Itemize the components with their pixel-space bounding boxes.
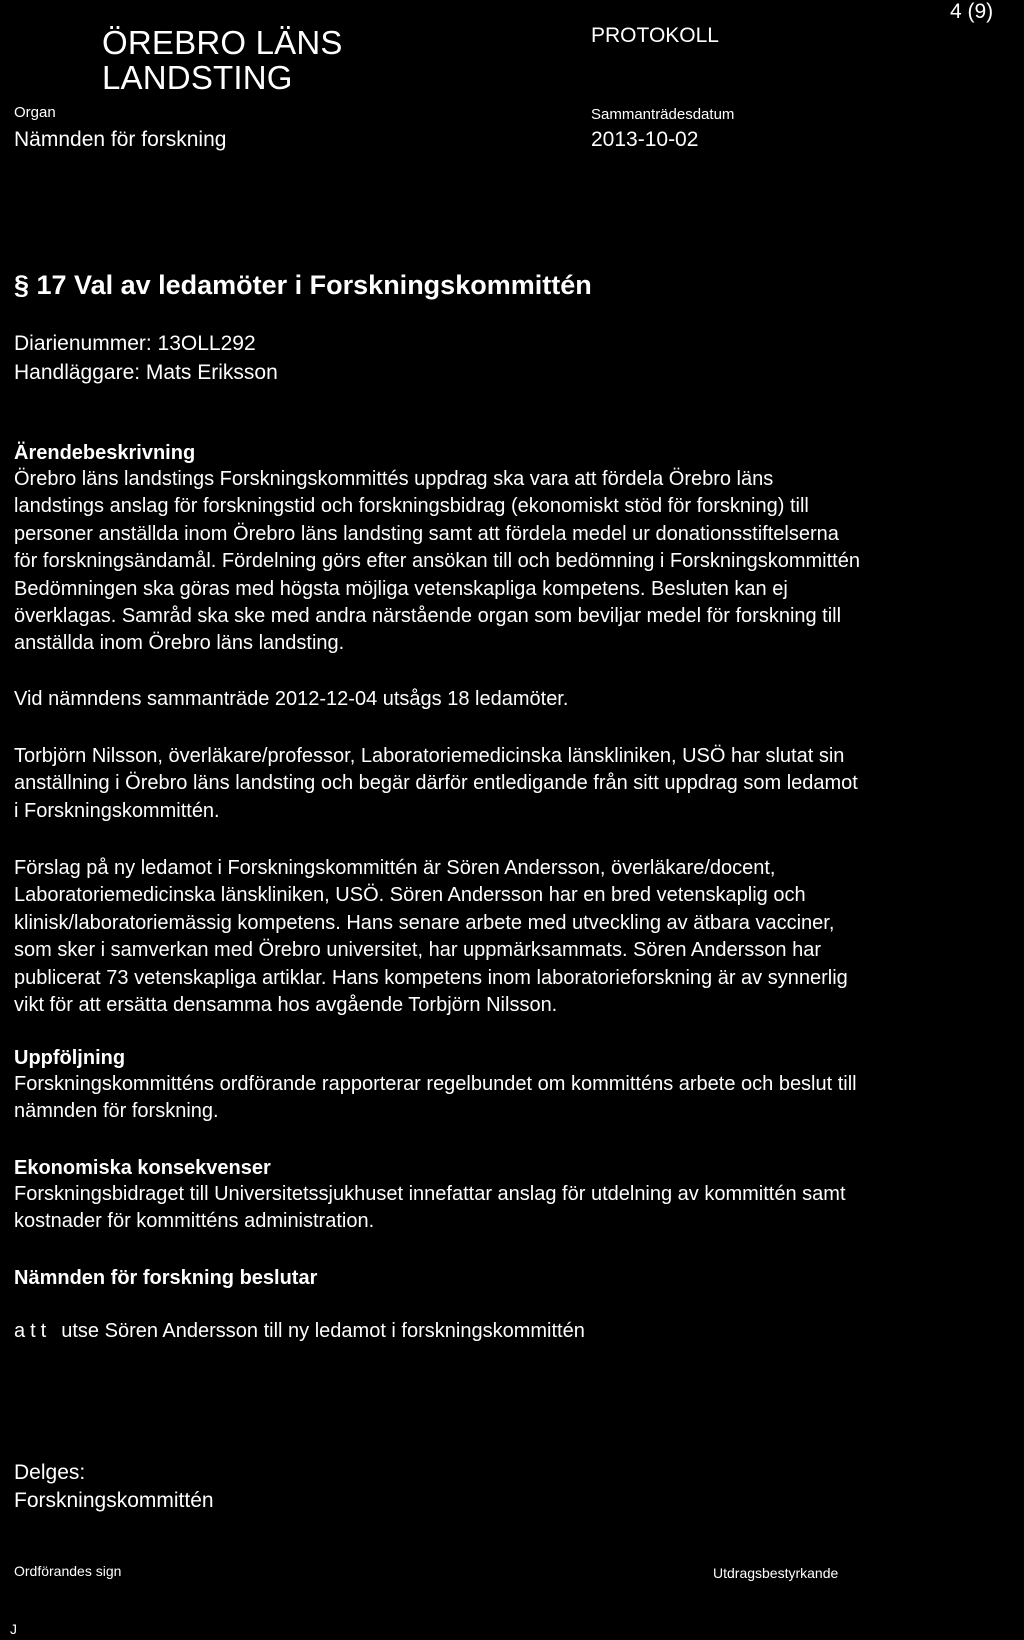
body-line: Forskningskommitténs ordförande rapporterar regelbundet om kommitténs arbete och beslut till [14, 1073, 857, 1095]
paragraph-vid: Vid nämndens sammanträde 2012-12-04 utsågs 18 ledamöter. [14, 688, 569, 710]
body-line: kostnader för kommitténs administration. [14, 1210, 375, 1233]
delges-recipient: Forskningskommittén [14, 1489, 214, 1512]
uppfoljning-section [14, 1045, 1014, 1126]
handlaggare: Handläggare: Mats Eriksson [14, 361, 278, 384]
document-type: PROTOKOLL [591, 24, 719, 47]
meeting-date-label: Sammanträdesdatum [591, 106, 735, 123]
body-line: för forskningsändamål. Fördelning görs efter ansökan till och bedömning i Forskningskommittén [14, 550, 860, 573]
body-line: nämnden för forskning. [14, 1100, 219, 1123]
body-line: överklagas. Samråd ska ske med andra närstående organ som beviljar medel för forskning till [14, 605, 842, 628]
uppfoljning-heading: Uppföljning [14, 1047, 126, 1069]
body-line: Örebro läns landstings Forskningskommittés uppdrag ska vara att fördela Örebro läns [14, 468, 774, 490]
body-line: Torbjörn Nilsson, överläkare/professor, Laboratoriemedicinska länskliniken, USÖ har slutat sin [14, 745, 845, 767]
org-name-line2: LANDSTING [102, 59, 293, 96]
att-label: att [14, 1320, 52, 1342]
body-line: anställda inom Örebro läns landsting. [14, 632, 345, 655]
beslut-heading: Nämnden för forskning beslutar [14, 1267, 318, 1289]
org-name-line1: ÖREBRO LÄNS [102, 24, 343, 61]
uppfoljning-body [14, 1071, 1014, 1126]
arendebeskrivning-body [14, 466, 1014, 658]
body-line: Bedömningen ska göras med högsta möjliga vetenskapliga kompetens. Besluten kan ej [14, 577, 788, 600]
diarienummer: Diarienummer: 13OLL292 [14, 332, 256, 355]
paragraph-forslag [14, 855, 1014, 1019]
body-line: klinisk/laboratoriemässig kompetens. Hans senare arbete med utveckling av ätbara vacciner, [14, 911, 835, 934]
extract-certification-label: Utdragsbestyrkande [713, 1565, 839, 1581]
section-title: § 17 Val av ledamöter i Forskningskommittén [14, 270, 592, 300]
body-line: Forskningsbidraget till Universitetssjukhuset innefattar anslag för utdelning av kommittén samt [14, 1183, 846, 1205]
ekonomiska-heading: Ekonomiska konsekvenser [14, 1157, 271, 1179]
beslut-decision [14, 1318, 1014, 1344]
decision-text: utse Sören Andersson till ny ledamot i forskningskommittén [61, 1320, 585, 1342]
handwritten-mark: J [10, 1621, 17, 1637]
body-line: Laboratoriemedicinska länskliniken, USÖ. Sören Andersson har en bred vetenskaplig och [14, 884, 806, 907]
organ-label: Organ [14, 104, 56, 121]
body-line: anställning i Örebro läns landsting och begär därför entledigande från sitt uppdrag som ledamot [14, 772, 858, 795]
arendebeskrivning-section [14, 440, 1014, 658]
ekonomiska-body [14, 1181, 1014, 1236]
delges-label: Delges: [14, 1461, 86, 1484]
body-line: personer anställda inom Örebro läns landsting samt att fördela medel ur donationsstiftelserna [14, 522, 839, 545]
body-line: vikt för att ersätta densamma hos avgående Torbjörn Nilsson. [14, 994, 558, 1017]
paragraph-torbjorn [14, 743, 1014, 825]
meeting-date-value: 2013-10-02 [591, 128, 699, 151]
chair-signature-label: Ordförandes sign [14, 1563, 122, 1579]
body-line: publicerat 73 vetenskapliga artiklar. Hans kompetens inom laboratorieforskning är av synnerlig [14, 966, 848, 989]
page-number: 4 (9) [950, 0, 994, 23]
ekonomiska-section [14, 1155, 1014, 1236]
body-line: som sker i samverkan med Örebro universitet, har uppmärksammats. Sören Andersson har [14, 939, 821, 962]
arendebeskrivning-heading: Ärendebeskrivning [14, 442, 196, 464]
body-line: landstings anslag för forskningstid och forskningsbidrag (ekonomiskt stöd för forskning) till [14, 495, 809, 518]
body-line: Förslag på ny ledamot i Forskningskommittén är Sören Andersson, överläkare/docent, [14, 857, 776, 879]
organ-value: Nämnden för forskning [14, 128, 227, 151]
body-line: i Forskningskommittén. [14, 799, 220, 822]
